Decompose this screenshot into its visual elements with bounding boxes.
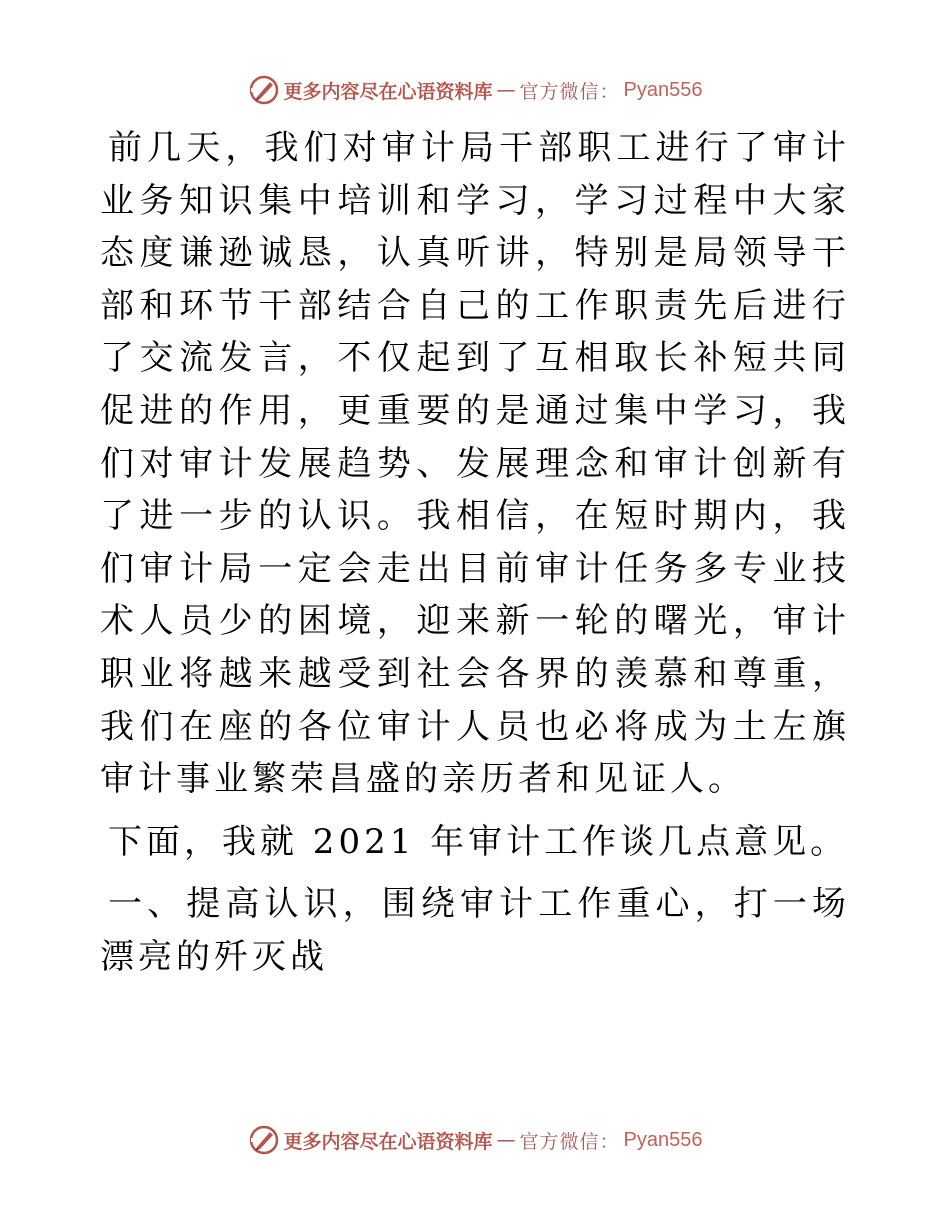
- paragraph-opinions: 下面，我就 2021 年审计工作谈几点意见。: [108, 821, 849, 862]
- footer-watermark: [0, 1120, 950, 1160]
- watermark-wechat-id: Pyan556: [623, 78, 703, 101]
- watermark-wechat-id: Pyan556: [623, 1128, 703, 1151]
- watermark-label: 官方微信：: [519, 80, 620, 103]
- watermark-label: 官方微信：: [519, 1130, 620, 1153]
- watermark-site-text: 更多内容尽在心语资料库: [283, 1130, 493, 1153]
- section-heading-one: 一、提高认识，围绕审计工作重心，打一场漂亮的歼灭战: [100, 884, 850, 977]
- watermark-dash: —: [496, 1129, 516, 1151]
- watermark-dash: —: [496, 79, 516, 101]
- quill-logo-icon: [248, 1124, 280, 1156]
- header-watermark: [0, 70, 950, 110]
- document-body: [100, 122, 850, 984]
- quill-logo-icon: [248, 74, 280, 106]
- paragraph-intro: 前几天，我们对审计局干部职工进行了审计业务知识集中培训和学习，学习过程中大家态度谦逊诚恳，认真听讲，特别是局领导干部和环节干部结合自己的工作职责先后进行了交流发言，不仅起到了互相取长补短共同促进的作用，更重要的是通过集中学习，我们对审计发展趋势、发展理念和审计创新有了进一步的认识。我相信，在短时期内，我们审计局一定会走出目前审计任务多专业技术人员少的困境，迎来新一轮的曙光，审计职业将越来越受到社会各界的羡慕和尊重，我们在座的各位审计人员也必将成为土左旗审计事业繁荣昌盛的亲历者和见证人。: [100, 128, 850, 800]
- watermark-site-text: 更多内容尽在心语资料库: [283, 80, 493, 103]
